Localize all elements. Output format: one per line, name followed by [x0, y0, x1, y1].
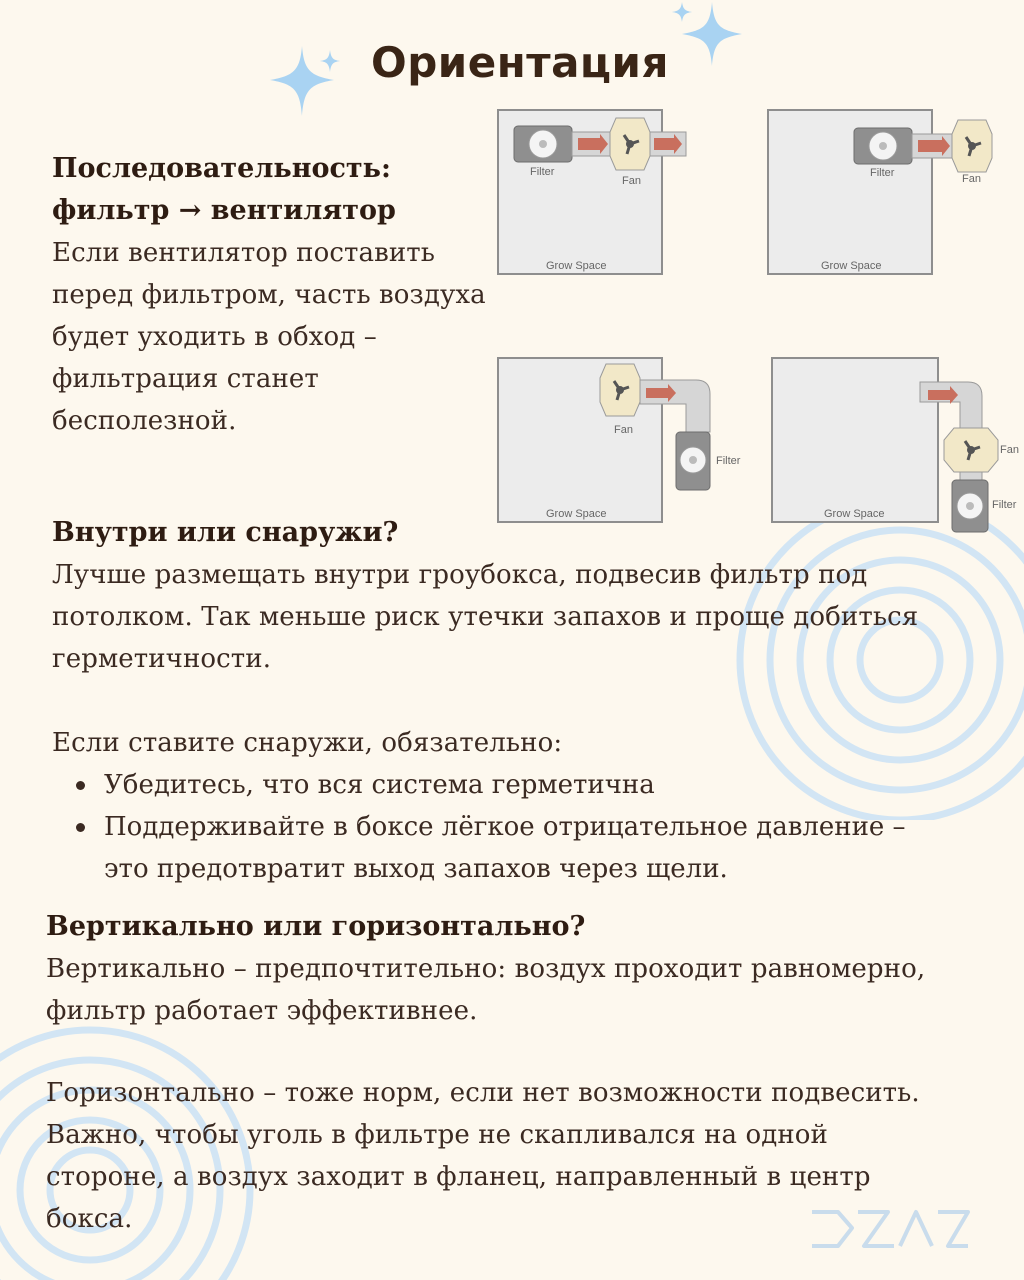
section-body-vertical	[46, 948, 925, 1032]
bullet-line: Поддерживайте в боксе лёгкое отрицательное давление –	[104, 812, 906, 842]
grow-space-label: Grow Space	[546, 508, 607, 520]
bullet-dot	[76, 823, 85, 832]
filter-label: Filter	[870, 167, 895, 179]
body-line: Лучше размещать внутри гроубокса, подвесив фильтр под	[52, 560, 868, 590]
body-line: герметичности.	[52, 644, 272, 674]
section-heading-inside-outside: Внутри или снаружи?	[52, 517, 399, 548]
body-line: Если ставите снаружи, обязательно:	[52, 728, 563, 758]
section-heading-vertical-horizontal: Вертикально или горизонтально?	[46, 911, 586, 942]
body-line: бокса.	[46, 1204, 133, 1234]
filter-label: Filter	[992, 499, 1017, 511]
diagram-filter-inside-fan-outside	[766, 108, 996, 278]
body-line: потолком. Так меньше риск утечки запахов и проще добиться	[52, 602, 919, 632]
body-line: фильтрация станет	[52, 364, 319, 394]
outside-bullet-list	[52, 764, 906, 890]
body-line: будет уходить в обход –	[52, 322, 377, 352]
list-item	[52, 806, 906, 890]
body-line: стороне, а воздух заходит в фланец, направленный в центр	[46, 1162, 871, 1192]
body-line: Вертикально – предпочтительно: воздух проходит равномерно,	[46, 954, 926, 984]
fan-label: Fan	[1000, 444, 1019, 456]
grow-space-label: Grow Space	[821, 260, 882, 272]
section-body-sequence	[52, 232, 486, 442]
filter-label: Filter	[530, 166, 555, 178]
diagram-fan-inside-filter-outside	[496, 356, 756, 526]
outside-intro	[52, 722, 562, 764]
body-line: перед фильтром, часть воздуха	[52, 280, 486, 310]
grow-space-label: Grow Space	[546, 260, 607, 272]
section-body-inside-outside	[52, 554, 918, 680]
body-line: фильтр работает эффективнее.	[46, 996, 478, 1026]
fan-label: Fan	[614, 424, 633, 436]
fan-label: Fan	[622, 175, 641, 187]
bullet-line: это предотвратит выход запахов через щели.	[104, 854, 728, 884]
fan-label: Fan	[962, 173, 981, 185]
watermark-logo	[808, 1206, 972, 1252]
body-line: бесполезной.	[52, 406, 237, 436]
heading-line: Последовательность:	[52, 153, 391, 184]
page-title: Ориентация	[371, 38, 669, 87]
heading-line: фильтр → вентилятор	[52, 195, 396, 226]
body-line: Горизонтально – тоже норм, если нет возможности подвесить.	[46, 1078, 920, 1108]
diagram-filter-fan-inside	[496, 108, 696, 278]
list-item	[52, 764, 906, 806]
bullet-dot	[76, 781, 85, 790]
diagram-fan-filter-outside-vertical	[770, 356, 1024, 536]
bullet-line: Убедитесь, что вся система герметична	[104, 770, 655, 800]
filter-label: Filter	[716, 455, 741, 467]
section-heading-sequence	[52, 148, 396, 232]
section-body-horizontal	[46, 1072, 920, 1240]
body-line: Если вентилятор поставить	[52, 238, 436, 268]
grow-space-label: Grow Space	[824, 508, 885, 520]
body-line: Важно, чтобы уголь в фильтре не скапливался на одной	[46, 1120, 828, 1150]
